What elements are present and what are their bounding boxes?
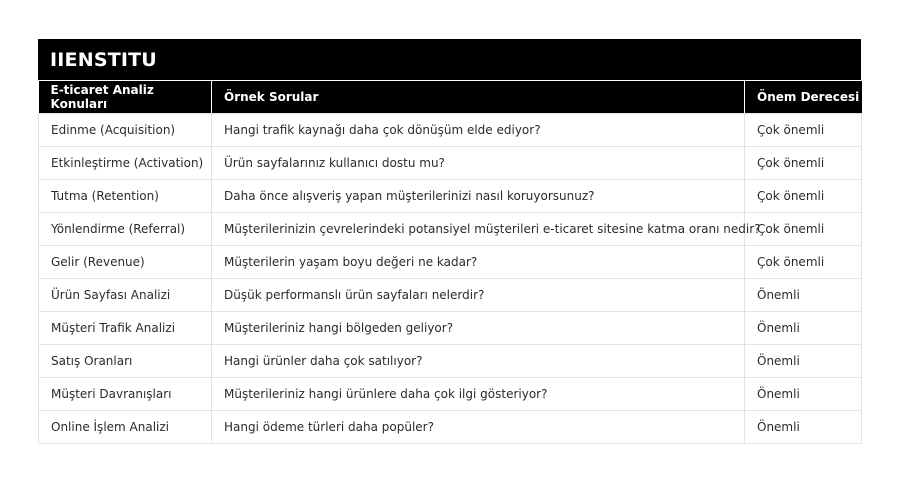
importance-cell: Çok önemli (745, 114, 862, 147)
topic-cell: Tutma (Retention) (39, 180, 212, 213)
analysis-table (38, 80, 862, 444)
column-header-importance: Önem Derecesi (745, 81, 862, 114)
question-cell: Hangi ödeme türleri daha popüler? (212, 411, 745, 444)
table-row (39, 180, 862, 213)
importance-cell: Önemli (745, 345, 862, 378)
question-cell: Ürün sayfalarınız kullanıcı dostu mu? (212, 147, 745, 180)
topic-cell: Online İşlem Analizi (39, 411, 212, 444)
question-cell: Müşterileriniz hangi bölgeden geliyor? (212, 312, 745, 345)
importance-cell: Çok önemli (745, 180, 862, 213)
table-row (39, 246, 862, 279)
question-cell: Müşterileriniz hangi ürünlere daha çok ilgi gösteriyor? (212, 378, 745, 411)
table-row (39, 114, 862, 147)
brand-header (38, 39, 861, 80)
importance-cell: Önemli (745, 411, 862, 444)
table-row (39, 213, 862, 246)
question-cell: Müşterilerin yaşam boyu değeri ne kadar? (212, 246, 745, 279)
table-row (39, 345, 862, 378)
table-row (39, 147, 862, 180)
topic-cell: Satış Oranları (39, 345, 212, 378)
table-row (39, 312, 862, 345)
column-header-topics: E-ticaret Analiz Konuları (39, 81, 212, 114)
importance-cell: Önemli (745, 312, 862, 345)
topic-cell: Müşteri Trafik Analizi (39, 312, 212, 345)
topic-cell: Yönlendirme (Referral) (39, 213, 212, 246)
importance-cell: Çok önemli (745, 147, 862, 180)
importance-cell: Önemli (745, 378, 862, 411)
question-cell: Daha önce alışveriş yapan müşterilerinizi nasıl koruyorsunuz? (212, 180, 745, 213)
brand-title: IIENSTITU (50, 48, 157, 71)
question-cell: Düşük performanslı ürün sayfaları nelerdir? (212, 279, 745, 312)
question-cell: Hangi trafik kaynağı daha çok dönüşüm elde ediyor? (212, 114, 745, 147)
importance-cell: Çok önemli (745, 246, 862, 279)
importance-cell: Çok önemli (745, 213, 862, 246)
question-cell: Hangi ürünler daha çok satılıyor? (212, 345, 745, 378)
table-row (39, 411, 862, 444)
topic-cell: Edinme (Acquisition) (39, 114, 212, 147)
table-row (39, 279, 862, 312)
table-row (39, 378, 862, 411)
topic-cell: Müşteri Davranışları (39, 378, 212, 411)
importance-cell: Önemli (745, 279, 862, 312)
question-cell: Müşterilerinizin çevrelerindeki potansiyel müşterileri e-ticaret sitesine katma oranı nedir? (212, 213, 745, 246)
topic-cell: Ürün Sayfası Analizi (39, 279, 212, 312)
topic-cell: Etkinleştirme (Activation) (39, 147, 212, 180)
topic-cell: Gelir (Revenue) (39, 246, 212, 279)
table-card (38, 39, 861, 444)
column-header-questions: Örnek Sorular (212, 81, 745, 114)
table-header-row (39, 81, 862, 114)
